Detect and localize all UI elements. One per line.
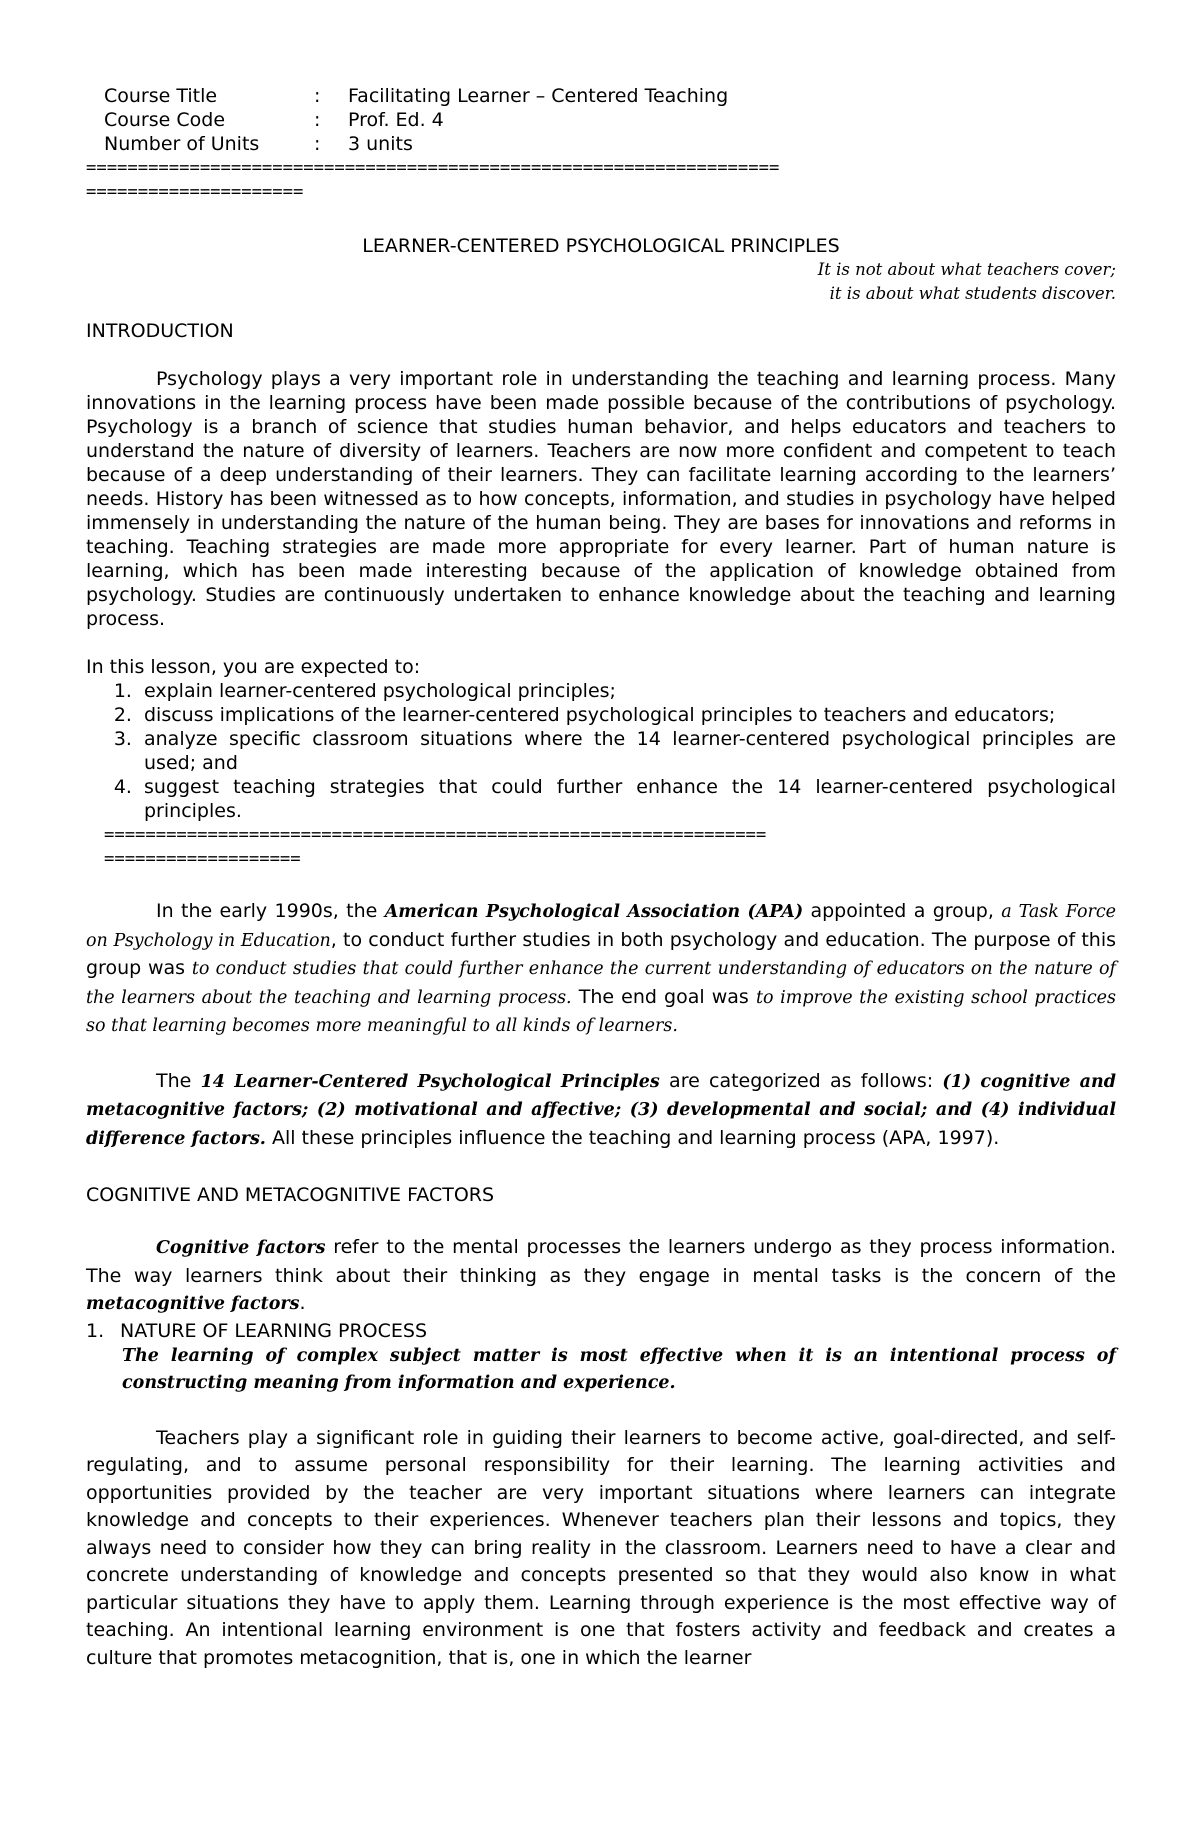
text-run: refer to the mental processes the learners undergo as they process information. The way learners think about their thinking as they engage in mental tasks is the concern of the bbox=[86, 1236, 1116, 1287]
introduction-heading: INTRODUCTION bbox=[86, 320, 234, 342]
emphasis-bold: (1) cognitive and metacognitive factors; (2) motivational and affective; (3) developmental and social; and (4) individual difference factors. bbox=[86, 1071, 1116, 1149]
emphasis-bold: American Psychological Association (APA) bbox=[384, 902, 804, 922]
course-title-label: Course Title bbox=[104, 85, 218, 107]
principle-heading bbox=[86, 1319, 1116, 1343]
course-code-row bbox=[86, 108, 1116, 132]
epigraph-line: It is not about what teachers cover; bbox=[817, 260, 1116, 279]
text-run: In the early 1990s, the bbox=[156, 900, 385, 922]
teachers-paragraph: Teachers play a significant role in guiding their learners to become active, goal-directed, and self-regulating, and to assume personal responsibility for their learning. The learning activities and opportunities provided by the teacher are very important situations where learners can integrate knowledge and concepts to their experiences. Whenever teachers plan their lessons and topics, they always need to consider how they can bring reality in the classroom. Learners need to have a clear and concrete understanding of knowledge and concepts presented so that they would also know in what particular situations they have to apply them. Learning through experience is the most effective way of teaching. An intentional learning environment is one that fosters activity and feedback and creates a culture that promotes metacognition, that is, one in which the learner bbox=[86, 1426, 1116, 1669]
text-run: are categorized as follows: bbox=[659, 1069, 943, 1092]
principle-title: NATURE OF LEARNING PROCESS bbox=[120, 1319, 428, 1342]
course-title-sep: : bbox=[314, 85, 321, 107]
principle-number: 1. bbox=[86, 1319, 105, 1342]
document-page bbox=[86, 84, 1116, 1672]
text-run: . bbox=[299, 1292, 306, 1314]
units-sep: : bbox=[314, 133, 321, 155]
emphasis-italic: a Task Force on Psychology in Education bbox=[86, 902, 1117, 951]
course-code-sep: : bbox=[314, 109, 321, 131]
text-run: The bbox=[156, 1069, 201, 1092]
divider-rule: ================================================================ bbox=[104, 825, 767, 845]
principle-statement: The learning of complex subject matter is most effective when it is an intentional process of constructing meaning from information and experience. bbox=[122, 1345, 1116, 1393]
emphasis-bold: Cognitive factors bbox=[156, 1238, 326, 1258]
list-item: 3. analyze specific classroom situations where the 14 learner-centered psychological principles are used; and bbox=[138, 727, 1116, 775]
course-code-value: Prof. Ed. 4 bbox=[348, 109, 444, 131]
units-label: Number of Units bbox=[104, 133, 260, 155]
list-item: 4. suggest teaching strategies that could further enhance the 14 learner-centered psychological principles. bbox=[138, 775, 1116, 823]
apa-paragraph bbox=[86, 898, 1116, 1041]
introduction-paragraph: Psychology plays a very important role in understanding the teaching and learning process. Many innovations in the learning process have been made possible because of the contributions of psychology. Psychology is a branch of science that studies human behavior, and helps educators and teachers to understand the nature of diversity of learners. Teachers are now more confident and competent to teach because of a deep understanding of their learners. They can facilitate learning according to the learners’ needs. History has been witnessed as to how concepts, information, and studies in psychology have helped immensely in understanding the nature of the human being. They are bases for innovations and reforms in teaching. Teaching strategies are made more appropriate for every learner. Part of human nature is learning, which has been made interesting because of the application of knowledge obtained from psychology. Studies are continuously undertaken to enhance knowledge about the teaching and learning process. bbox=[86, 368, 1116, 630]
text-run: appointed a group, bbox=[803, 900, 1002, 922]
cognitive-paragraph bbox=[86, 1234, 1116, 1319]
text-run: , to conduct further studies in both psychology and education. The purpose of this group was bbox=[86, 928, 1116, 979]
emphasis-bold: metacognitive factors bbox=[86, 1294, 300, 1314]
list-item: 2. discuss implications of the learner-centered psychological principles to teachers and educators; bbox=[138, 703, 1116, 727]
units-value: 3 units bbox=[348, 133, 413, 155]
categories-paragraph bbox=[86, 1068, 1116, 1154]
list-item: 1. explain learner-centered psychological principles; bbox=[138, 679, 1116, 703]
emphasis-bold: 14 Learner-Centered Psychological Principles bbox=[200, 1071, 660, 1092]
course-info-block bbox=[86, 84, 1116, 204]
units-row bbox=[86, 132, 1116, 156]
cognitive-heading: COGNITIVE AND METACOGNITIVE FACTORS bbox=[86, 1184, 495, 1206]
emphasis-italic: to improve the existing school practices so that learning becomes more meaningful to all kinds of learners. bbox=[86, 987, 1117, 1036]
course-title-row bbox=[86, 84, 1116, 108]
objectives-list bbox=[86, 679, 1116, 823]
emphasis-italic: to conduct studies that could further enhance the current understanding of educators on the nature of the learners about the teaching and learning process. bbox=[86, 959, 1116, 1008]
page-title: LEARNER-CENTERED PSYCHOLOGICAL PRINCIPLES bbox=[362, 235, 840, 257]
objectives-intro: In this lesson, you are expected to: bbox=[86, 656, 421, 678]
divider-rule: ===================== bbox=[86, 182, 304, 202]
course-code-label: Course Code bbox=[104, 109, 226, 131]
text-run: All these principles influence the teaching and learning process (APA, 1997). bbox=[265, 1126, 1000, 1149]
divider-rule: =================================================================== bbox=[86, 158, 780, 178]
epigraph-line: it is about what students discover. bbox=[829, 284, 1116, 303]
course-title-value: Facilitating Learner – Centered Teaching bbox=[348, 85, 729, 107]
divider-rule: =================== bbox=[104, 849, 301, 869]
text-run: The end goal was bbox=[571, 985, 756, 1008]
